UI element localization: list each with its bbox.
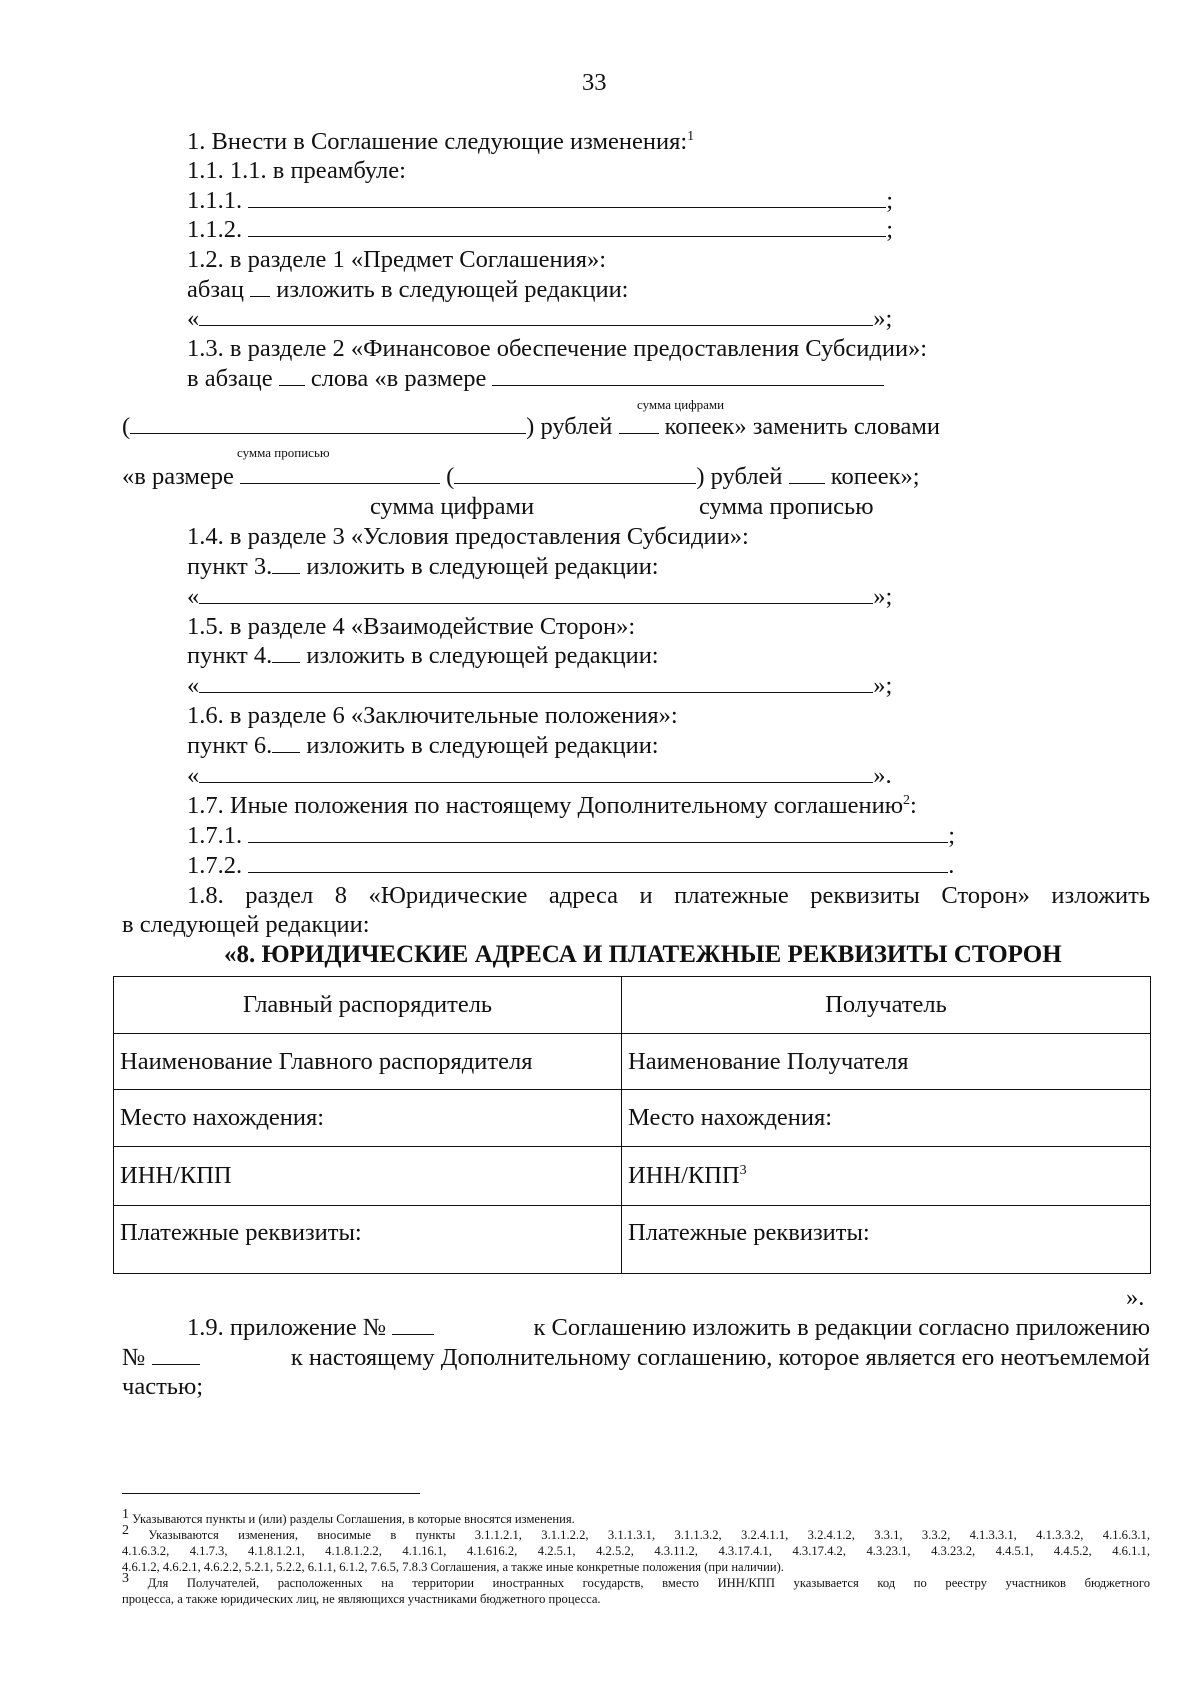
- table-cell: ИНН/КПП$^3$: [622, 1147, 1151, 1206]
- caption-summa-ciframi: сумма цифрами: [370, 493, 535, 520]
- footnote-2-end: 4.6.1.2, 4.6.2.1, 4.6.2.2, 5.2.1, 5.2.2, 6.1.1, 6.1.2, 7.6.5, 7.8.3 Соглашения, а также иные конкретные положения (при наличии).: [122, 1560, 784, 1574]
- footnote-2-cont: 4.1.6.3.2, 4.1.7.3, 4.1.8.1.2.1, 4.1.8.1.2.2, 4.1.16.1, 4.1.616.2, 4.2.5.1, 4.2.5.2, 4.3.11.2, 4.3.17.4.1, 4.3.17.4.2, 4.3.23.1, 4.3.23.2, 4.4.5.1, 4.4.5.2, 4.6.1.1,: [122, 1544, 1150, 1558]
- item-1-8-cont: в следующей редакции:: [122, 911, 370, 938]
- table-cell: Наименование Получателя: [622, 1034, 1151, 1090]
- blank-line: [789, 465, 825, 484]
- item-1-4-punkt: пункт 3. изложить в следующей редакции:: [187, 553, 659, 580]
- blank-line: [248, 854, 948, 873]
- item-1-1-2: 1.1.2. ;: [187, 216, 894, 243]
- item-1-2-text: « »;: [187, 305, 893, 332]
- item-1-3: 1.3. в разделе 2 «Финансовое обеспечение предоставления Субсидии»:: [187, 335, 928, 362]
- table-cell: Платежные реквизиты:: [622, 1206, 1151, 1274]
- table-row: [114, 1034, 1151, 1090]
- table-row: [114, 1090, 1151, 1147]
- blank-line: [199, 585, 873, 604]
- item-1-7: 1.7. Иные положения по настоящему Дополнительному соглашению$^2$:: [187, 792, 917, 819]
- item-1-9-cont: № к настоящему Дополнительному соглашению, которое является его неотъемлемой: [122, 1344, 1150, 1371]
- blank-line: [199, 764, 873, 783]
- item-1-8: 1.8. раздел 8 «Юридические адреса и платежные реквизиты Сторон» изложить: [187, 882, 1150, 909]
- item-1-2-abzac: абзац изложить в следующей редакции:: [187, 276, 629, 303]
- item-1-3-abzac: в абзаце слова «в размере: [187, 364, 884, 394]
- blank-line: [619, 415, 659, 434]
- item-1-3-v-razmere: «в размере ( ) рублей копеек»;: [122, 463, 920, 490]
- blank-line: [199, 307, 873, 326]
- blank-line: [250, 278, 270, 297]
- requisites-table: [113, 976, 1151, 1274]
- table-cell: Место нахождения:: [622, 1090, 1151, 1147]
- item-1-5-text: « »;: [187, 672, 893, 699]
- table-cell: Платежные реквизиты:: [114, 1206, 622, 1274]
- page-number: 33: [582, 69, 607, 96]
- table-header: Главный распорядитель: [114, 977, 622, 1034]
- blank-line: [152, 1346, 200, 1365]
- item-1-9: 1.9. приложение № к Соглашению изложить в редакции согласно приложению: [187, 1314, 1150, 1341]
- blank-line: [392, 1316, 434, 1335]
- table-cell: ИНН/КПП: [114, 1147, 622, 1206]
- blank-line: [248, 824, 948, 843]
- item-1-6-text: « ».: [187, 762, 892, 789]
- caption-summa-propisyu: сумма прописью: [699, 493, 874, 520]
- footnote-1: $^1$ Указываются пункты и (или) разделы Соглашения, в которые вносятся изменения.: [122, 1506, 575, 1526]
- hint-summa-ciframi: сумма цифрами: [637, 397, 725, 412]
- blank-line: [454, 465, 696, 484]
- blank-line: [272, 644, 300, 663]
- item-1-7-2: 1.7.2. .: [187, 852, 955, 879]
- table-header-row: [114, 977, 1151, 1034]
- footnote-separator: [122, 1493, 420, 1494]
- footnote-3: $^3$ Для Получателей, расположенных на территории иностранных государств, вместо ИНН/КПП указывается код по реестру участников бюджетного: [122, 1570, 1150, 1590]
- footnote-ref-3: 3: [739, 1162, 747, 1178]
- item-1-4-text: « »;: [187, 583, 893, 610]
- footnote-3-cont: процесса, а также юридических лиц, не являющихся участниками бюджетного процесса.: [122, 1592, 601, 1606]
- blank-line: [492, 367, 884, 386]
- item-1-6: 1.6. в разделе 6 «Заключительные положения»:: [187, 702, 678, 729]
- item-1-1-1: 1.1.1. ;: [187, 187, 894, 214]
- item-1-1: 1.1. 1.1. в преамбуле:: [187, 157, 406, 184]
- item-1-3-rub: ( ) рублей копеек» заменить словами: [122, 413, 940, 440]
- item-1: 1. Внести в Соглашение следующие изменения:$^1$: [187, 128, 695, 155]
- section-heading: «8. ЮРИДИЧЕСКИЕ АДРЕСА И ПЛАТЕЖНЫЕ РЕКВИЗИТЫ СТОРОН: [224, 941, 1062, 968]
- item-1-4: 1.4. в разделе 3 «Условия предоставления Субсидии»:: [187, 523, 749, 550]
- blank-line: [272, 555, 300, 574]
- item-1-5: 1.5. в разделе 4 «Взаимодействие Сторон»:: [187, 613, 636, 640]
- table-row: [114, 1147, 1151, 1206]
- table-end-quote: ».: [1126, 1284, 1145, 1311]
- blank-line: [279, 367, 305, 386]
- blank-line: [199, 674, 873, 693]
- footnote-2: $^2$ Указываются изменения, вносимые в пункты 3.1.1.2.1, 3.1.1.2.2, 3.1.1.3.1, 3.1.1.3.2, 3.2.4.1.1, 3.2.4.1.2, 3.3.1, 3.3.2, 4.1.3.3.1, 4.1.3.3.2, 4.1.6.3.1,: [122, 1522, 1150, 1542]
- blank-line: [130, 415, 526, 434]
- item-1-5-punkt: пункт 4. изложить в следующей редакции:: [187, 642, 659, 669]
- table-row: [114, 1206, 1151, 1274]
- item-1-9-end: частью;: [122, 1373, 204, 1400]
- blank-line: [248, 218, 886, 237]
- blank-line: [248, 189, 886, 208]
- table-cell: Место нахождения:: [114, 1090, 622, 1147]
- footnote-ref-2: 2: [903, 792, 911, 808]
- blank-line: [272, 734, 300, 753]
- blank-line: [240, 465, 440, 484]
- footnote-ref-1: 1: [687, 128, 695, 144]
- hint-summa-propisyu: сумма прописью: [237, 445, 330, 460]
- item-1-7-1: 1.7.1. ;: [187, 822, 956, 849]
- table-header: Получатель: [622, 977, 1151, 1034]
- item-1-2: 1.2. в разделе 1 «Предмет Соглашения»:: [187, 246, 607, 273]
- table-cell: Наименование Главного распорядителя: [114, 1034, 622, 1090]
- item-1-6-punkt: пункт 6. изложить в следующей редакции:: [187, 732, 659, 759]
